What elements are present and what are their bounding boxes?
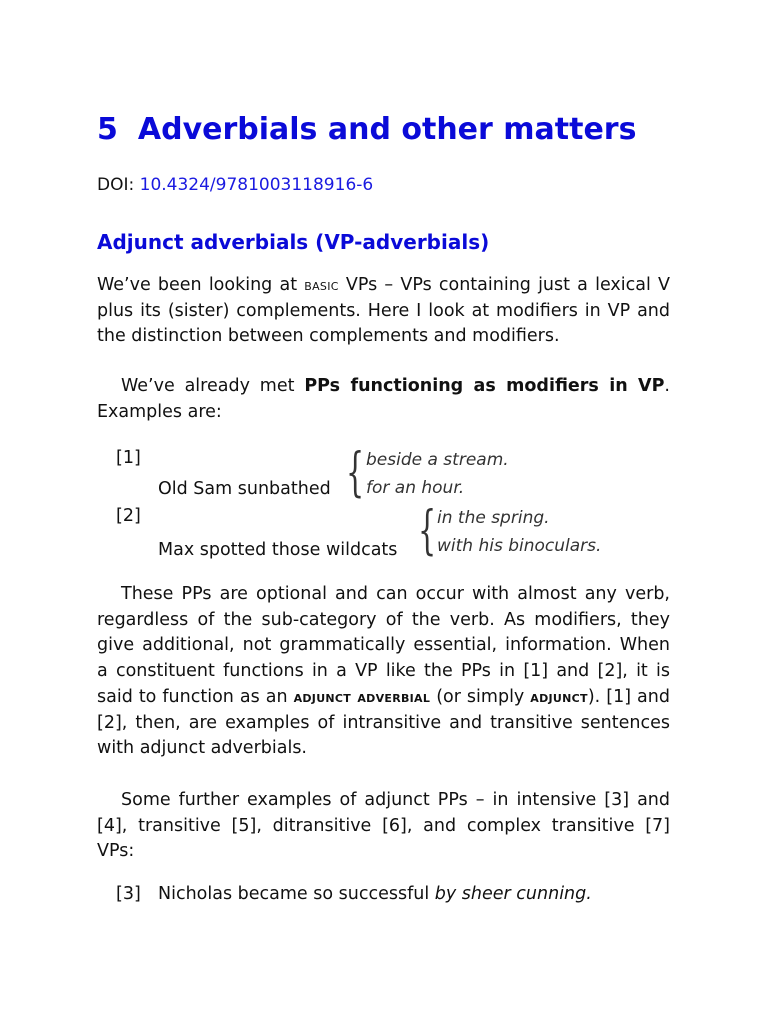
chapter-title-text: Adverbials and other matters	[137, 112, 637, 147]
paragraph-further-examples	[97, 788, 670, 865]
example-sentence: Max spotted those wildcats	[158, 540, 398, 560]
example-number: [2]	[116, 506, 141, 526]
paragraph-text: VPs – VPs containing just a lexical V plus its (sister) complements. Here I look at modifiers in VP and the distinction between complements and modifiers.	[97, 275, 670, 346]
paragraph-modifiers	[97, 374, 670, 425]
example-alternative: with his binoculars.	[437, 536, 602, 556]
doi-label: DOI:	[97, 175, 140, 195]
paragraph-intro	[97, 272, 670, 350]
example-number: [3]	[116, 884, 141, 904]
paragraph-text: These PPs are optional and can occur with almost any verb, regardless of the sub-category of the verb. As modifiers, they give additional, not grammatically essential, information. When a constituent functions in a VP like the PPs in [1] and [2], it is said to function as an	[97, 584, 670, 707]
example-alternative: beside a stream.	[366, 450, 509, 470]
bold-term: PPs functioning as modifiers in VP	[304, 376, 665, 396]
paragraph-text: ). [1] and [2], then, are examples of intransitive and transitive sentences with adjunct adverbials.	[97, 687, 670, 758]
example-sentence: Old Sam sunbathed	[158, 479, 331, 499]
left-brace-icon: {	[418, 501, 437, 561]
left-brace-icon: {	[346, 443, 365, 503]
doi-link[interactable]: 10.4324/9781003118916-6	[139, 175, 374, 195]
paragraph-text: . Examples are:	[97, 376, 670, 422]
small-caps-term: adjunct adverbial	[293, 687, 431, 706]
chapter-number: 5	[97, 112, 118, 147]
section-heading: Adjunct adverbials (VP-adverbials)	[97, 230, 490, 254]
example-sentence	[158, 884, 592, 904]
small-caps-term: basic	[304, 275, 339, 294]
paragraph-text: Some further examples of adjunct PPs – in intensive [3] and [4], transitive [5], ditransitive [6], and complex transitive [7] VPs:	[97, 790, 670, 861]
paragraph-text: (or simply	[430, 687, 531, 707]
example-sentence-text: Nicholas became so successful	[158, 884, 435, 904]
chapter-title	[97, 112, 636, 147]
small-caps-term: adjunct	[530, 687, 588, 706]
doi-line	[97, 175, 373, 195]
paragraph-text: We’ve been looking at	[97, 275, 305, 295]
example-number: [1]	[116, 448, 141, 468]
paragraph-text: We’ve already met	[121, 376, 305, 396]
example-italic-phrase: by sheer cunning.	[434, 884, 592, 904]
paragraph-optional-pps	[97, 582, 670, 762]
example-alternative: in the spring.	[437, 508, 550, 528]
example-alternative: for an hour.	[366, 478, 465, 498]
